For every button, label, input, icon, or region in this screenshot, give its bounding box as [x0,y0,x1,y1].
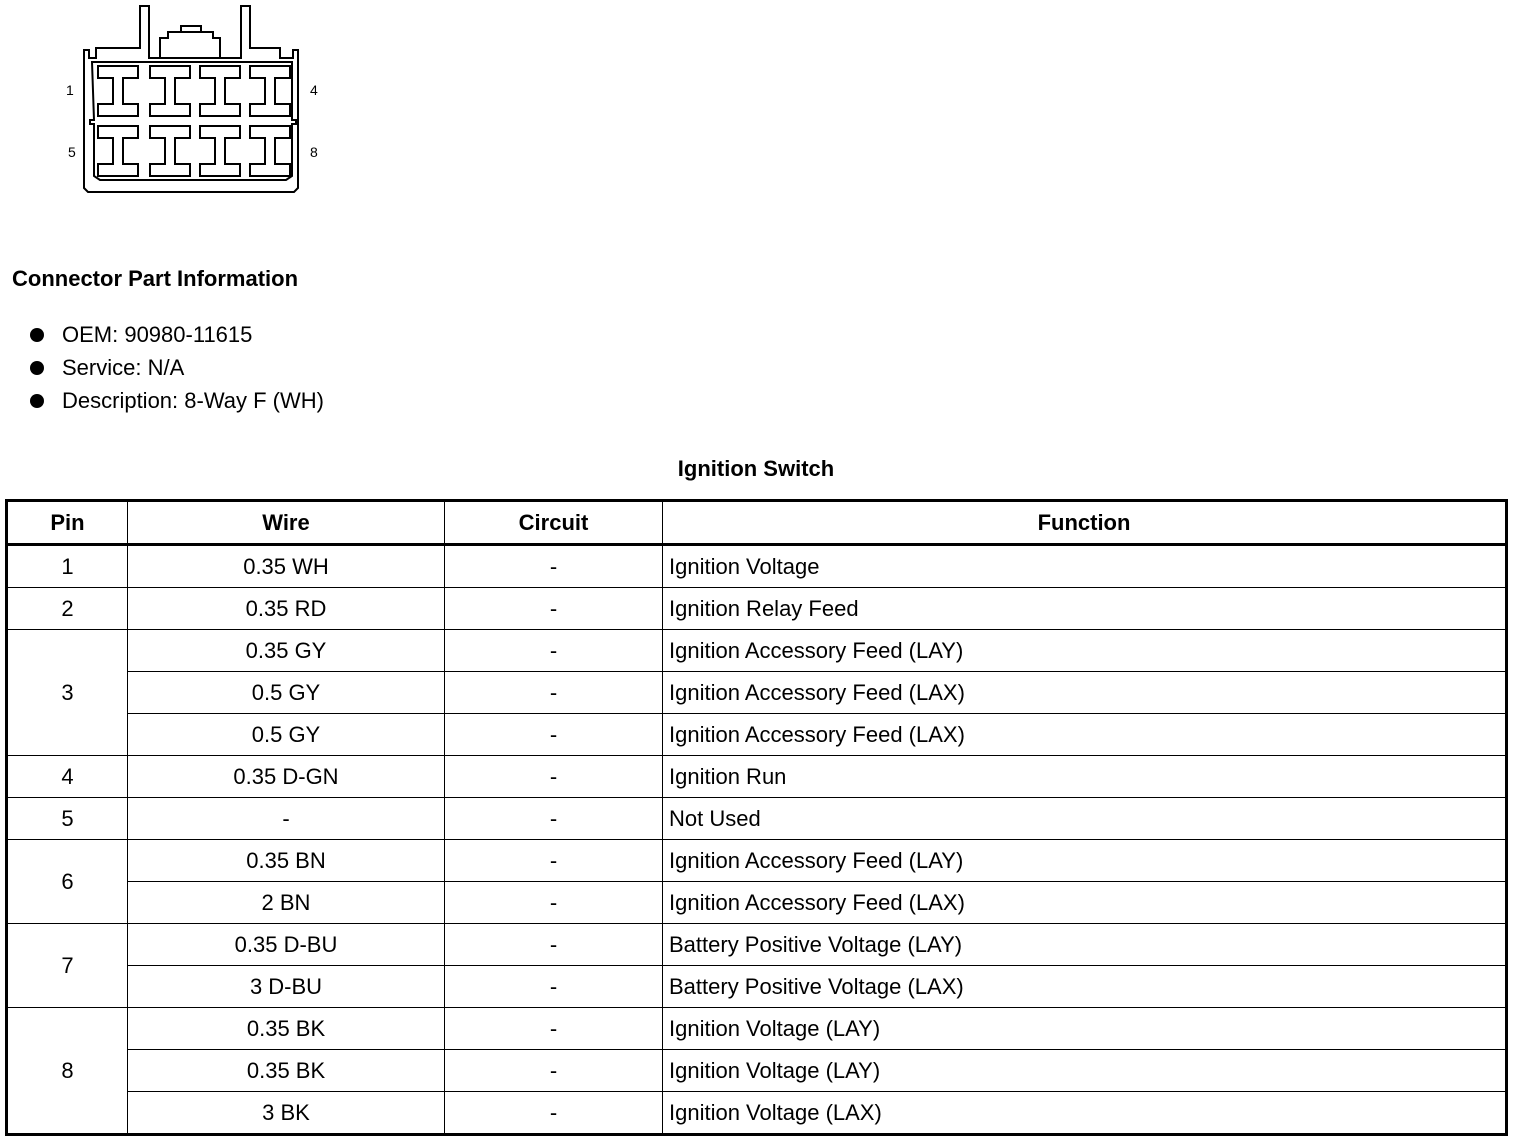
circuit-cell: - [445,1092,663,1135]
circuit-cell: - [445,798,663,840]
circuit-cell: - [445,882,663,924]
function-cell: Battery Positive Voltage (LAX) [663,966,1507,1008]
function-cell: Ignition Voltage (LAY) [663,1050,1507,1092]
circuit-cell: - [445,588,663,630]
function-cell: Not Used [663,798,1507,840]
info-item-service: Service: N/A [28,351,324,384]
terminal-cavity-3 [200,66,240,116]
function-cell: Ignition Voltage (LAY) [663,1008,1507,1050]
terminal-cavity-1 [98,66,138,116]
wire-cell: 0.35 BK [128,1008,445,1050]
circuit-cell: - [445,714,663,756]
info-item-description: Description: 8-Way F (WH) [28,384,324,417]
table-row [7,840,1507,882]
wire-cell: 0.35 BK [128,1050,445,1092]
table-row [7,714,1507,756]
wire-cell: 2 BN [128,882,445,924]
wire-cell: 0.5 GY [128,714,445,756]
terminal-cavity-4 [250,66,290,116]
connector-part-info-title: Connector Part Information [12,266,299,291]
pin-label-5: 5 [68,144,76,160]
function-cell: Ignition Run [663,756,1507,798]
circuit-cell: - [445,924,663,966]
table-row [7,672,1507,714]
table-row [7,966,1507,1008]
pin-cell: 2 [7,588,128,630]
connector-face-diagram [60,2,330,197]
header-pin: Pin [7,501,128,545]
terminal-cavity-8 [250,126,290,176]
function-cell: Ignition Voltage [663,545,1507,588]
header-function: Function [663,501,1507,545]
table-row [7,1050,1507,1092]
circuit-cell: - [445,1008,663,1050]
wire-cell: 0.35 BN [128,840,445,882]
function-cell: Ignition Accessory Feed (LAX) [663,714,1507,756]
pinout-table [5,499,1508,1136]
bullet-icon [30,328,44,342]
circuit-cell: - [445,966,663,1008]
pin-label-8: 8 [310,144,318,160]
pin-cell: 6 [7,840,128,924]
table-body [7,545,1507,1135]
terminal-cavity-5 [98,126,138,176]
table-row [7,756,1507,798]
circuit-cell: - [445,672,663,714]
circuit-cell: - [445,840,663,882]
wire-cell: - [128,798,445,840]
table-row [7,630,1507,672]
function-cell: Ignition Accessory Feed (LAX) [663,882,1507,924]
pin-label-1: 1 [66,82,74,98]
table-row [7,924,1507,966]
header-wire: Wire [128,501,445,545]
function-cell: Battery Positive Voltage (LAY) [663,924,1507,966]
pin-cell: 3 [7,630,128,756]
wire-cell: 3 D-BU [128,966,445,1008]
table-row [7,1008,1507,1050]
function-cell: Ignition Accessory Feed (LAY) [663,630,1507,672]
pin-label-4: 4 [310,82,318,98]
wire-cell: 0.35 D-GN [128,756,445,798]
header-circuit: Circuit [445,501,663,545]
function-cell: Ignition Relay Feed [663,588,1507,630]
pin-cell: 7 [7,924,128,1008]
table-row [7,882,1507,924]
wire-cell: 0.35 WH [128,545,445,588]
connector-info-list [28,318,324,417]
table-row [7,798,1507,840]
terminal-cavity-2 [150,66,190,116]
pin-cell: 1 [7,545,128,588]
function-cell: Ignition Accessory Feed (LAX) [663,672,1507,714]
bullet-icon [30,361,44,375]
wire-cell: 0.35 GY [128,630,445,672]
pin-cell: 4 [7,756,128,798]
terminal-cavity-6 [150,126,190,176]
info-item-oem: OEM: 90980-11615 [28,318,324,351]
circuit-cell: - [445,630,663,672]
circuit-cell: - [445,1050,663,1092]
wire-cell: 0.35 D-BU [128,924,445,966]
terminal-cavity-7 [200,126,240,176]
function-cell: Ignition Voltage (LAX) [663,1092,1507,1135]
table-row [7,545,1507,588]
wire-cell: 3 BK [128,1092,445,1135]
pin-cell: 5 [7,798,128,840]
pin-cell: 8 [7,1008,128,1135]
bullet-icon [30,394,44,408]
table-header-row [7,501,1507,545]
table-title: Ignition Switch [677,456,835,481]
table-row [7,588,1507,630]
wire-cell: 0.5 GY [128,672,445,714]
function-cell: Ignition Accessory Feed (LAY) [663,840,1507,882]
wire-cell: 0.35 RD [128,588,445,630]
circuit-cell: - [445,756,663,798]
circuit-cell: - [445,545,663,588]
table-row [7,1092,1507,1135]
